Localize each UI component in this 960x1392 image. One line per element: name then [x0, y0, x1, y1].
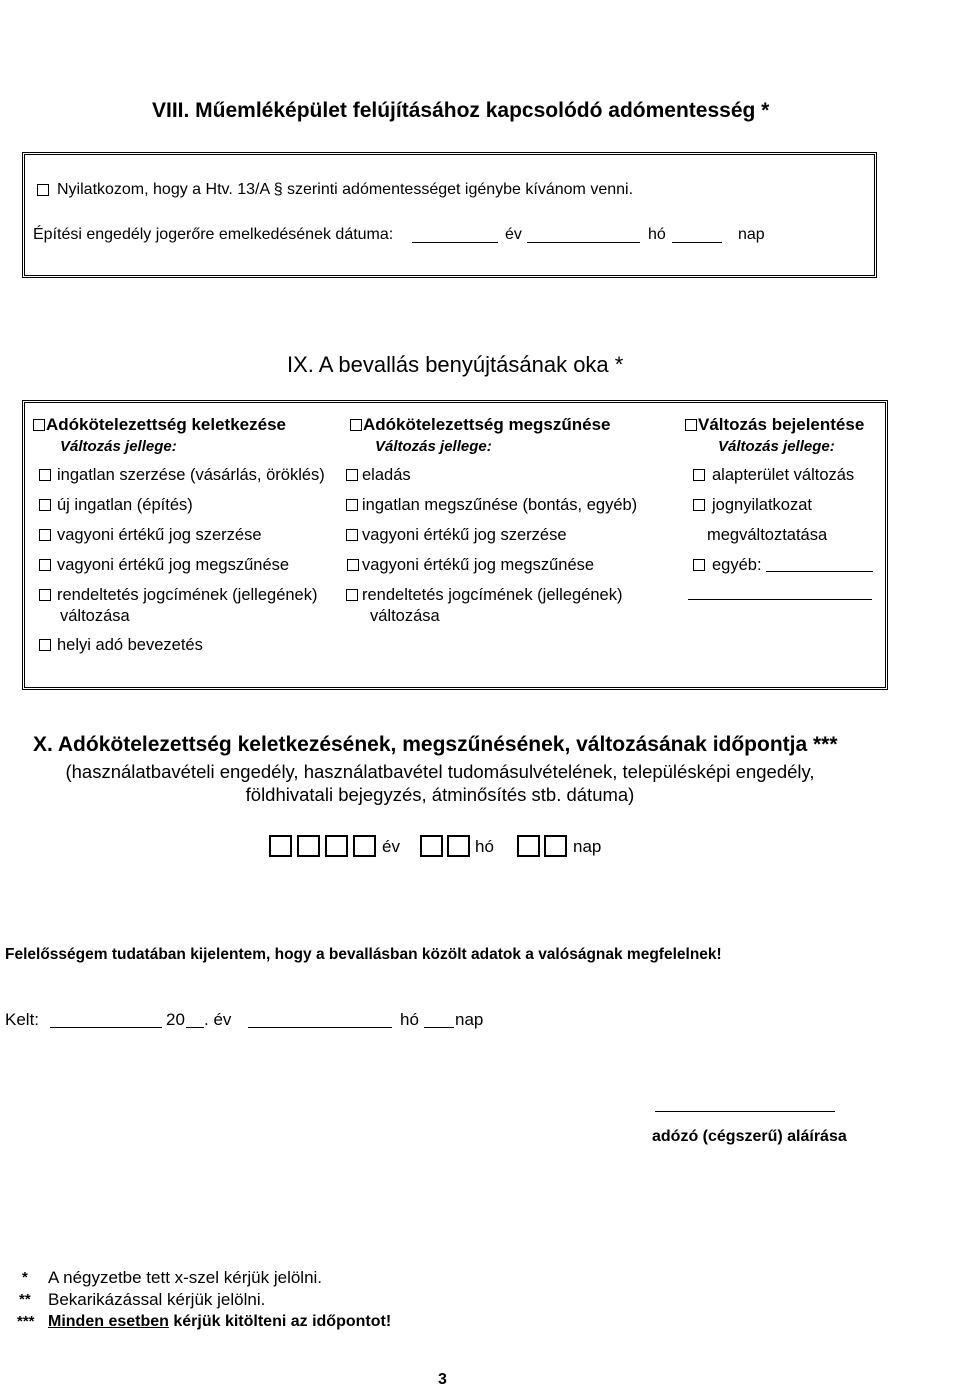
checkbox-option — [39, 529, 51, 541]
section-ix-title: IX. A bevallás benyújtásának oka * — [287, 352, 624, 377]
permit-month-label: hó — [648, 226, 666, 243]
year-blank — [186, 1027, 204, 1028]
option-label: egyéb: — [712, 556, 762, 574]
column-heading-liability-ending: Adókötelezettség megszűnése — [363, 415, 611, 434]
signature-line — [655, 1111, 835, 1112]
option-label: ingatlan megszűnése (bontás, egyéb) — [362, 496, 638, 514]
place-label: Kelt: — [5, 1010, 40, 1029]
place-blank — [50, 1027, 162, 1028]
year-digit-box — [353, 835, 376, 857]
column-subheading: Változás jellege: — [718, 438, 835, 455]
other-blank-second-line — [688, 599, 872, 600]
permit-day-blank — [672, 242, 722, 243]
signing-year-label: . év — [204, 1010, 232, 1029]
date-day-label: nap — [573, 837, 602, 856]
century-label: 20 — [166, 1010, 185, 1029]
footnote-text: A négyzetbe tett x-szel kérjük jelölni. — [48, 1268, 323, 1287]
footnote-text-emphasized — [48, 1311, 391, 1333]
month-blank — [248, 1027, 392, 1028]
checkbox-option — [39, 499, 51, 511]
checkbox-option — [39, 639, 51, 651]
checkbox-option — [39, 469, 51, 481]
option-label-continuation: megváltoztatása — [707, 526, 828, 544]
checkbox-option — [693, 469, 705, 481]
page-number: 3 — [438, 1371, 447, 1388]
checkbox-liability-arising — [33, 419, 45, 431]
footnote-marker: * — [22, 1269, 28, 1286]
checkbox-option — [39, 559, 51, 571]
option-label: helyi adó bevezetés — [57, 636, 203, 654]
other-blank — [766, 571, 873, 572]
option-label: vagyoni értékű jog megszűnése — [362, 556, 595, 574]
checkbox-option — [39, 589, 51, 601]
year-digit-box — [325, 835, 348, 857]
option-label: vagyoni értékű jog szerzése — [57, 526, 262, 544]
signing-day-label: nap — [455, 1010, 484, 1029]
date-month-label: hó — [475, 837, 494, 856]
section-x-note-line2: földhivatali bejegyzés, átminősítés stb. dátuma) — [245, 784, 635, 805]
year-digit-box — [297, 835, 320, 857]
checkbox-option — [693, 559, 705, 571]
checkbox-option — [346, 499, 358, 511]
checkbox-option — [693, 499, 705, 511]
permit-day-label: nap — [738, 226, 765, 243]
footnote-text: Bekarikázással kérjük jelölni. — [48, 1290, 266, 1309]
month-digit-box — [447, 835, 470, 857]
permit-date-label: Építési engedély jogerőre emelkedésének dátuma: — [33, 226, 394, 243]
day-digit-box — [517, 835, 540, 857]
option-label: rendeltetés jogcímének (jellegének) — [57, 586, 318, 604]
signature-label: adózó (cégszerű) aláírása — [652, 1128, 847, 1145]
footnote-marker: *** — [17, 1313, 35, 1330]
option-label: vagyoni értékű jog megszűnése — [57, 556, 290, 574]
checkbox-option — [346, 589, 358, 601]
signing-month-label: hó — [400, 1010, 419, 1029]
option-label: eladás — [362, 466, 411, 484]
option-label: alapterület változás — [712, 466, 855, 484]
truthfulness-declaration: Felelősségem tudatában kijelentem, hogy a bevallásban közölt adatok a valóságnak megfelelnek! — [5, 946, 722, 963]
checkbox-option — [346, 469, 358, 481]
column-subheading: Változás jellege: — [60, 438, 177, 455]
option-label: vagyoni értékű jog szerzése — [362, 526, 567, 544]
permit-month-blank — [527, 242, 640, 243]
column-heading-change-notification: Változás bejelentése — [698, 415, 865, 434]
section-viii-box — [22, 152, 877, 278]
footnote-emphasis: Minden esetben — [48, 1313, 169, 1330]
month-digit-box — [420, 835, 443, 857]
day-blank — [424, 1027, 454, 1028]
day-digit-box — [544, 835, 567, 857]
checkbox-option — [347, 559, 359, 571]
column-heading-liability-arising: Adókötelezettség keletkezése — [46, 415, 286, 434]
footnote-emphasis-rest: kérjük kitölteni az időpontot! — [173, 1313, 392, 1330]
option-label: rendeltetés jogcímének (jellegének) — [362, 586, 623, 604]
footnote-marker: ** — [19, 1291, 31, 1308]
date-year-label: év — [382, 837, 400, 856]
permit-year-blank — [412, 242, 498, 243]
section-x-title: X. Adókötelezettség keletkezésének, megszűnésének, változásának időpontja *** — [33, 733, 838, 756]
option-label-continuation: változása — [60, 607, 130, 625]
checkbox-option — [346, 529, 358, 541]
option-label: ingatlan szerzése (vásárlás, öröklés) — [57, 466, 325, 484]
checkbox-liability-ending — [350, 419, 362, 431]
column-subheading: Változás jellege: — [375, 438, 492, 455]
exemption-checkbox — [37, 184, 49, 196]
section-x-note-line1: (használatbavételi engedély, használatbavétel tudomásulvételének, településképi engedély, — [65, 761, 815, 782]
exemption-declaration: Nyilatkozom, hogy a Htv. 13/A § szerinti adómentességet igénybe kívánom venni. — [57, 181, 634, 198]
permit-year-label: év — [505, 226, 522, 243]
year-digit-box — [269, 835, 292, 857]
option-label-continuation: változása — [370, 607, 440, 625]
option-label: jognyilatkozat — [712, 496, 812, 514]
option-label: új ingatlan (építés) — [57, 496, 193, 514]
section-viii-title: VIII. Műemléképület felújításához kapcsolódó adómentesség * — [152, 99, 770, 122]
checkbox-change-notification — [685, 419, 697, 431]
